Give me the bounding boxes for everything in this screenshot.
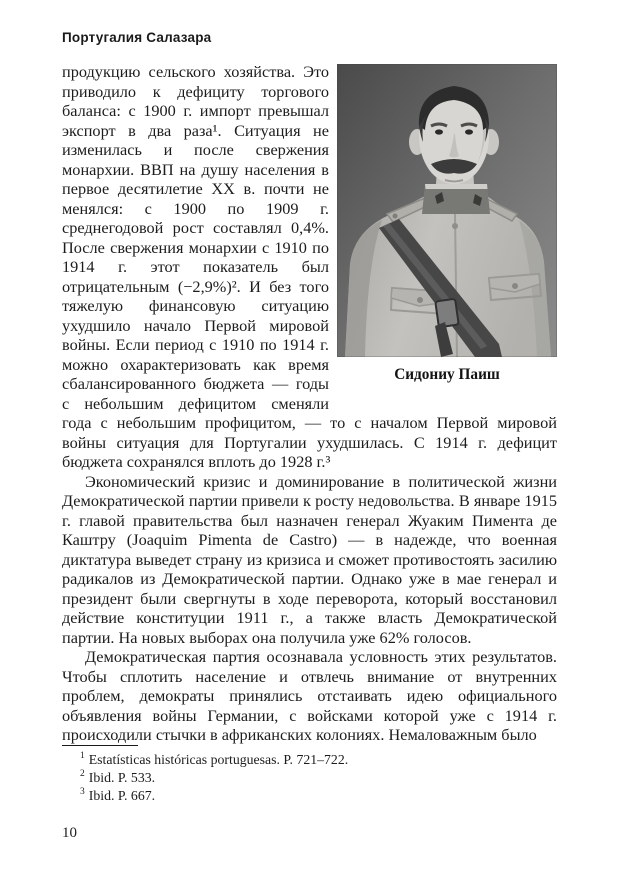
- footnote-marker: 1: [80, 751, 85, 762]
- footnote-text: Ibid. P. 533.: [88, 769, 156, 785]
- footnote-separator: [62, 745, 138, 746]
- body-paragraph-3: Демократическая партия осознавала условность этих результатов. Чтобы сплотить население и отвлечь внимание от внутренних проблем, демократы принялись отстаивать идею официального объявления войны Германии, с войсками которой уже с 1914 г. происходили стычки в африканских колониях. Немаловажным было: [62, 647, 557, 744]
- footnotes-block: [62, 745, 557, 805]
- page-number: 10: [62, 825, 77, 841]
- footnote-3: [62, 787, 557, 805]
- footnote-1: [62, 751, 557, 769]
- portrait-figure: [337, 64, 557, 385]
- page-content: [62, 62, 557, 746]
- footnote-text: Ibid. P. 667.: [88, 787, 156, 803]
- footnote-marker: 3: [80, 787, 85, 798]
- body-paragraph-2: Экономический кризис и доминирование в политической жизни Демократической партии привели к росту недовольства. В январе 1915 г. главой правительства был назначен генерал Жуаким Пимента де Каштру (Joaquim Pimenta de Castro) — в надежде, что военная диктатура выведет страну из кризиса и сможет противостоять засилию радикалов из Демократической партии. Однако уже в мае генерал и президент были свергнуты в ходе переворота, который восстановил действие конституции 1911 г., а также власть Демократической партии. На новых выборах она получила уже 62% голосов.: [62, 471, 557, 647]
- portrait-photo-illustration: [337, 64, 557, 357]
- footnote-2: [62, 769, 557, 787]
- photo-caption: Сидониу Паиш: [394, 366, 500, 383]
- belt-buckle: [435, 299, 458, 328]
- footnote-text: Estatísticas históricas portuguesas. P. 721–722.: [88, 752, 349, 767]
- portrait-photo: [337, 64, 557, 357]
- body-paragraph-1: продукцию сельского хозяйства. Это приводило к дефициту торгового баланса: с 1900 г. импорт превышал экспорт в два раза¹. Ситуация не изменилась и после свержения монархии. ВВП на душу населения в первое десятилетие XX в. почти не менялся: с 1900 по 1909 г. среднегодовой рост составлял 0,4%. После свержения монархии с 1910 по 1914 г. этот показатель был отрицательным (−2,9%)². И без того тяжелую финансовую ситуацию ухудшило начало Первой мировой войны. Если период с 1910 по 1914 г. можно охарактеризовать как время сбалансированного бюджета — годы с небольшим дефицитом сменяли года с небольшим профицитом, — то с началом Первой мировой войны ситуация для Португалии ухудшилась. С 1914 г. дефицит бюджета сохранялся вплоть до 1928 г.³: [62, 62, 557, 471]
- footnote-marker: 2: [80, 769, 85, 780]
- running-header: Португалия Салазара: [62, 30, 212, 45]
